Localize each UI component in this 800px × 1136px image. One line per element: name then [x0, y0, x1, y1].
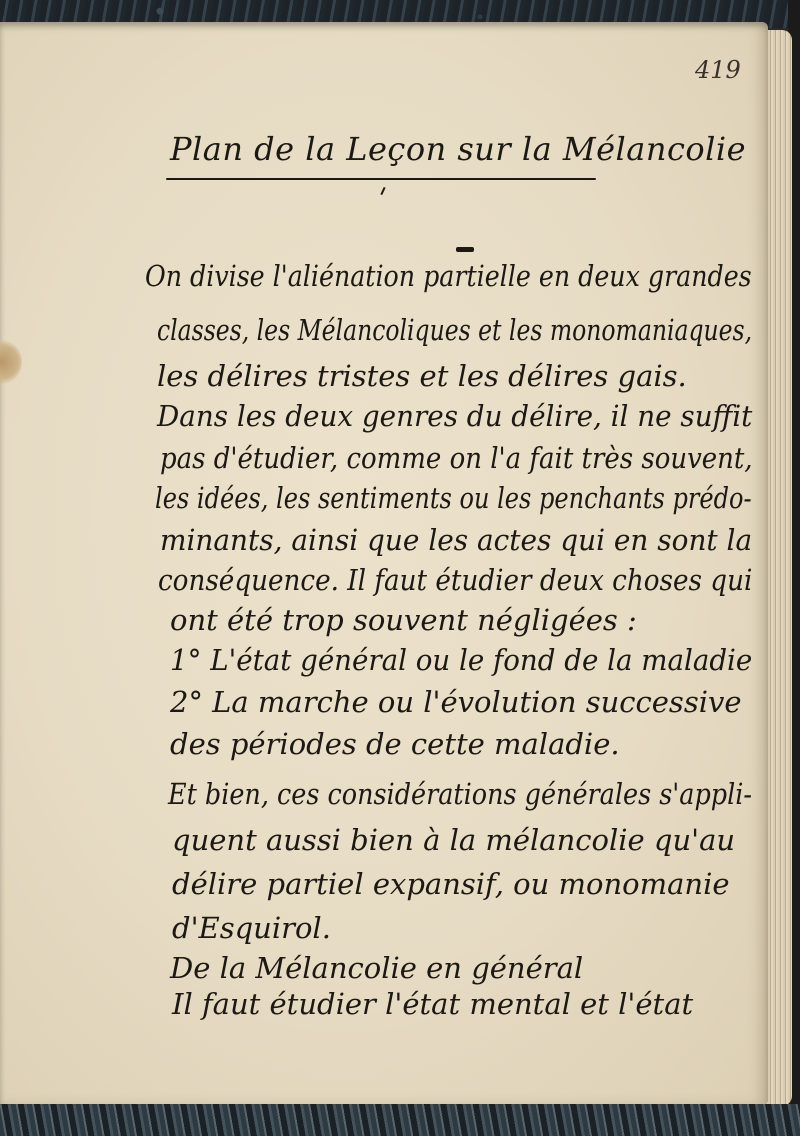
text-line: pas d'étudier, comme on l'a fait très souvent,: [160, 441, 753, 475]
text-line: classes, les Mélancoliques et les monomaniaques,: [157, 313, 753, 347]
paper-stain: [0, 340, 22, 384]
book-cover-bottom-edge: [0, 1104, 800, 1136]
text-line: Et bien, ces considérations générales s'appli-: [168, 777, 752, 811]
text-line: De la Mélancolie en général: [170, 951, 584, 985]
page-number: 419: [695, 56, 741, 84]
text-line: les idées, les sentiments ou les penchants prédo-: [155, 481, 752, 515]
text-line: d'Esquirol.: [172, 911, 331, 945]
title-underline: [166, 178, 596, 180]
text-line: Dans les deux genres du délire, il ne suffit: [157, 399, 753, 433]
text-line: des périodes de cette maladie.: [170, 727, 620, 761]
text-line: 2° La marche ou l'évolution successive: [170, 685, 742, 719]
text-line: délire partiel expansif, ou monomanie: [172, 867, 730, 901]
page-title: Plan de la Leçon sur la Mélancolie: [170, 130, 747, 168]
text-line: On divise l'aliénation partielle en deux grandes: [145, 259, 752, 293]
title-underline-mark: [380, 187, 385, 195]
text-line: Il faut étudier l'état mental et l'état: [172, 987, 694, 1021]
section-separator-mark: [456, 247, 474, 252]
text-line: ont été trop souvent négligées :: [170, 603, 637, 637]
text-line: conséquence. Il faut étudier deux choses qui: [158, 563, 753, 597]
text-line: 1° L'état général ou le fond de la maladie: [170, 643, 753, 677]
text-line: les délires tristes et les délires gais.: [157, 359, 687, 393]
text-line: minants, ainsi que les actes qui en sont la: [160, 523, 753, 557]
text-line: quent aussi bien à la mélancolie qu'au: [172, 823, 736, 857]
manuscript-page: [0, 22, 768, 1106]
